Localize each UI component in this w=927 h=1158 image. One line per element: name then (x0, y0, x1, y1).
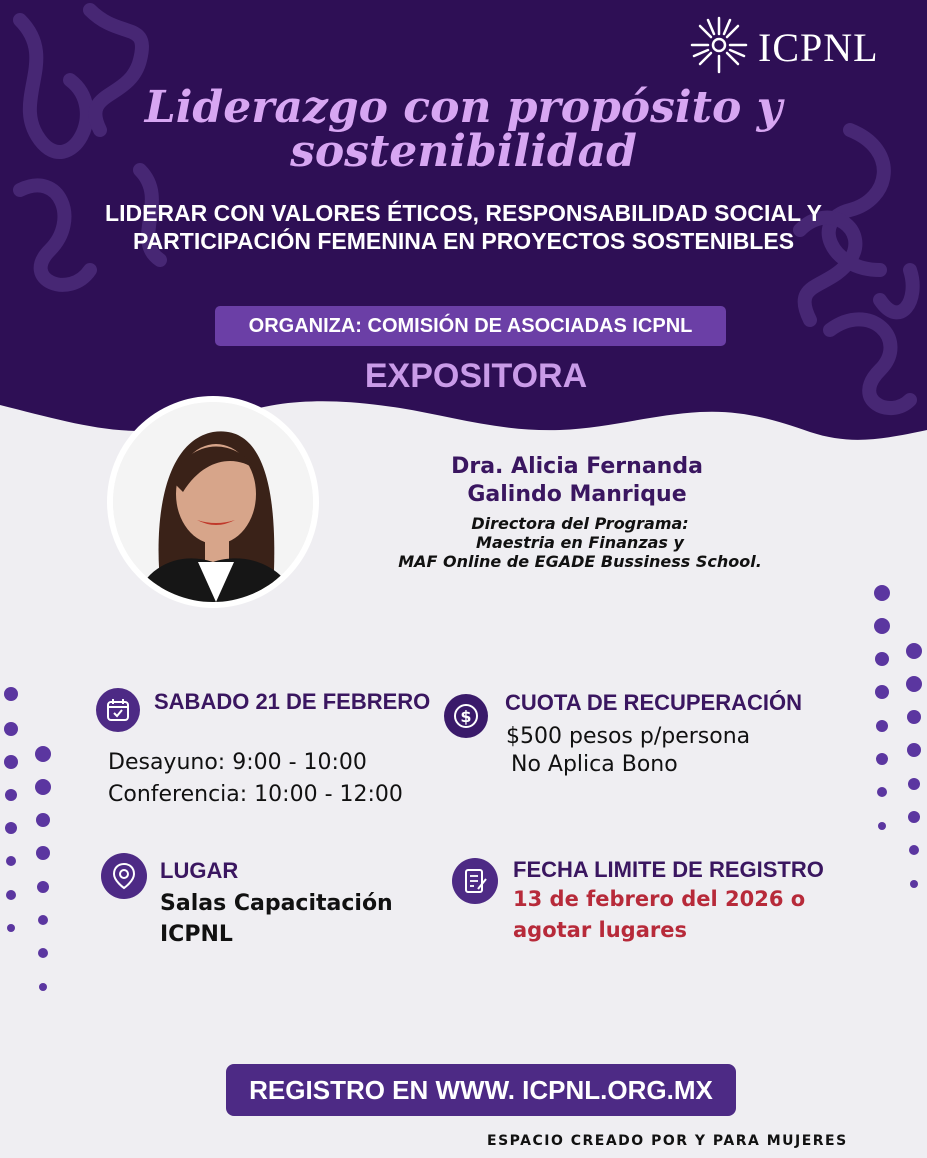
form-icon (452, 858, 498, 904)
dollar-icon (444, 694, 488, 738)
logo (688, 14, 879, 81)
breakfast-time: Desayuno: 9:00 - 10:00 (108, 750, 367, 775)
speaker-portrait (113, 402, 313, 602)
fee-note: No Aplica Bono (511, 752, 678, 777)
section-label-speaker: EXPOSITORA (364, 357, 588, 395)
speaker-role: Directora del Programa: Maestria en Finanzas y MAF Online de EGADE Bussiness School. (398, 514, 762, 571)
fee-heading: CUOTA DE RECUPERACIÓN (505, 690, 803, 715)
deadline-date: 13 de febrero del 2026 o (513, 887, 806, 911)
place-line-1: Salas Capacitación (160, 891, 393, 916)
fee-amount: $500 pesos p/persona (506, 724, 751, 749)
speaker-name: Dra. Alicia Fernanda Galindo Manrique (451, 454, 703, 507)
deadline-note: agotar lugares (513, 918, 687, 942)
calendar-icon (96, 688, 140, 732)
place-heading: LUGAR (160, 858, 239, 883)
event-subtitle: LIDERAR CON VALORES ÉTICOS, RESPONSABILIDAD SOCIAL Y PARTICIPACIÓN FEMENINA EN PROYECTOS SOSTENIBLES (105, 200, 822, 254)
location-pin-icon (101, 853, 147, 899)
sun-burst-icon (688, 14, 750, 81)
conference-time: Conferencia: 10:00 - 12:00 (108, 782, 403, 807)
place-line-2: ICPNL (160, 922, 233, 947)
speaker-photo (107, 396, 319, 608)
organizer-badge: ORGANIZA: COMISIÓN DE ASOCIADAS ICPNL (215, 306, 726, 346)
registration-button[interactable]: REGISTRO EN WWW. ICPNL.ORG.MX (226, 1064, 736, 1116)
date-heading: SABADO 21 DE FEBRERO (154, 689, 431, 714)
deadline-heading: FECHA LIMITE DE REGISTRO (513, 857, 824, 882)
logo-text: ICPNL (758, 25, 879, 70)
footer-tagline: ESPACIO CREADO POR Y PARA MUJERES (487, 1133, 848, 1149)
svg-text:$: $ (460, 707, 472, 726)
event-title: Liderazgo con propósito y sostenibilidad (144, 82, 783, 177)
